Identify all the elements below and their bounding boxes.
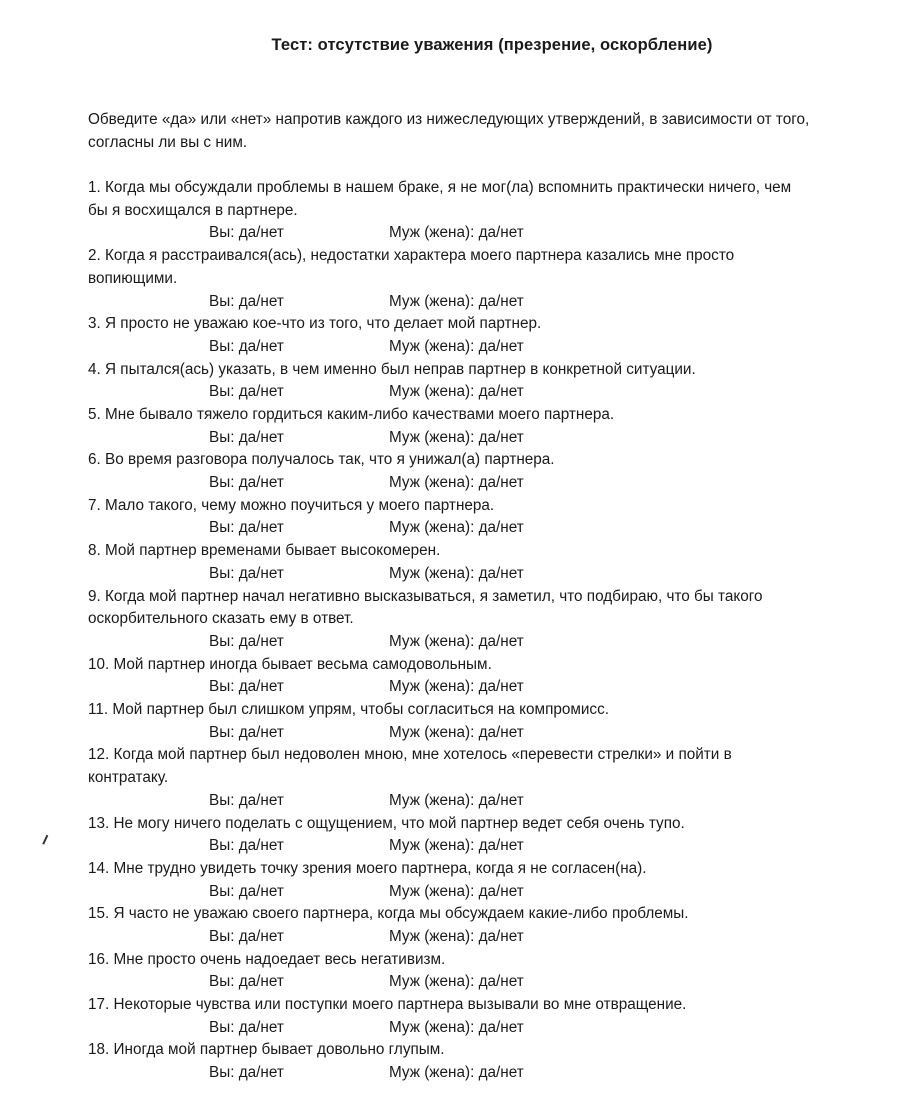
answer-spouse: Муж (жена): да/нет	[389, 1018, 524, 1036]
question-item	[88, 245, 840, 313]
answer-row	[88, 291, 840, 314]
answer-row	[88, 1017, 840, 1040]
question-item	[88, 858, 840, 903]
answer-spouse: Муж (жена): да/нет	[389, 791, 524, 809]
page-title: Тест: отсутствие уважения (презрение, оскорбление)	[271, 36, 713, 54]
question-item	[88, 949, 840, 994]
answer-you: Вы: да/нет	[209, 1064, 284, 1082]
question-item	[88, 813, 840, 858]
question-text: 8. Мой партнер временами бывает высокомерен.	[88, 542, 441, 560]
answer-row	[88, 971, 840, 994]
answer-spouse: Муж (жена): да/нет	[389, 292, 524, 310]
question-item	[88, 495, 840, 540]
question-text: 10. Мой партнер иногда бывает весьма самодовольным.	[88, 655, 492, 673]
answer-you: Вы: да/нет	[209, 882, 284, 900]
question-item	[88, 744, 840, 812]
question-item	[88, 699, 840, 744]
answer-row	[88, 472, 840, 495]
answer-spouse: Муж (жена): да/нет	[389, 224, 524, 242]
answer-spouse: Муж (жена): да/нет	[389, 474, 524, 492]
question-item	[88, 586, 840, 654]
answer-spouse: Муж (жена): да/нет	[389, 723, 524, 741]
answer-you: Вы: да/нет	[209, 632, 284, 650]
question-item	[88, 359, 840, 404]
answer-you: Вы: да/нет	[209, 519, 284, 537]
question-item	[88, 449, 840, 494]
question-text: 11. Мой партнер был слишком упрям, чтобы согласиться на компромисс.	[88, 701, 609, 719]
question-text: 5. Мне бывало тяжело гордиться каким-либо качествами моего партнера.	[88, 405, 615, 423]
answer-you: Вы: да/нет	[209, 723, 284, 741]
question-text: 6. Во время разговора получалось так, что я унижал(а) партнера.	[88, 451, 555, 469]
answer-spouse: Муж (жена): да/нет	[389, 337, 524, 355]
question-item	[88, 903, 840, 948]
answer-row	[88, 631, 840, 654]
answer-row	[88, 722, 840, 745]
answer-row	[88, 222, 840, 245]
answer-row	[88, 517, 840, 540]
answer-row	[88, 835, 840, 858]
question-list	[88, 177, 840, 1085]
question-text: 13. Не могу ничего поделать с ощущением, что мой партнер ведет себя очень тупо.	[88, 814, 685, 832]
question-item	[88, 177, 840, 245]
answer-you: Вы: да/нет	[209, 224, 284, 242]
answer-row	[88, 1062, 840, 1085]
question-text: 4. Я пытался(ась) указать, в чем именно был неправ партнер в конкретной ситуации.	[88, 360, 696, 378]
answer-row	[88, 881, 840, 904]
answer-you: Вы: да/нет	[209, 474, 284, 492]
question-text: 1. Когда мы обсуждали проблемы в нашем браке, я не мог(ла) вспомнить практически ничего, чем бы я восхищался в партнере.	[88, 179, 792, 219]
answer-row	[88, 381, 840, 404]
answer-you: Вы: да/нет	[209, 1018, 284, 1036]
answer-spouse: Муж (жена): да/нет	[389, 973, 524, 991]
question-text: 9. Когда мой партнер начал негативно высказываться, я заметил, что подбираю, что бы такого оскорбительного сказать ему в ответ.	[88, 587, 763, 628]
answer-spouse: Муж (жена): да/нет	[389, 383, 524, 401]
answer-you: Вы: да/нет	[209, 973, 284, 991]
answer-row	[88, 676, 840, 699]
question-item	[88, 313, 840, 358]
question-text: 18. Иногда мой партнер бывает довольно глупым.	[88, 1041, 445, 1059]
question-item	[88, 540, 840, 585]
answer-row	[88, 926, 840, 949]
answer-spouse: Муж (жена): да/нет	[389, 632, 524, 650]
answer-spouse: Муж (жена): да/нет	[389, 927, 524, 945]
answer-you: Вы: да/нет	[209, 428, 284, 446]
answer-you: Вы: да/нет	[209, 337, 284, 355]
answer-you: Вы: да/нет	[209, 564, 284, 582]
answer-spouse: Муж (жена): да/нет	[389, 428, 524, 446]
answer-you: Вы: да/нет	[209, 791, 284, 809]
question-text: 3. Я просто не уважаю кое-что из того, что делает мой партнер.	[88, 315, 542, 333]
answer-row	[88, 336, 840, 359]
answer-row	[88, 563, 840, 586]
stray-pen-mark	[42, 835, 53, 847]
question-text: 16. Мне просто очень надоедает весь негативизм.	[88, 950, 446, 968]
question-item	[88, 654, 840, 699]
answer-spouse: Муж (жена): да/нет	[389, 837, 524, 855]
instructions: Обведите «да» или «нет» напротив каждого из нижеследующих утверждений, в зависимости от того, согласны ли вы с ним.	[88, 111, 810, 151]
answer-row	[88, 427, 840, 450]
answer-spouse: Муж (жена): да/нет	[389, 678, 524, 696]
answer-spouse: Муж (жена): да/нет	[389, 564, 524, 582]
question-text: 7. Мало такого, чему можно поучиться у моего партнера.	[88, 496, 495, 514]
question-item	[88, 404, 840, 449]
answer-you: Вы: да/нет	[209, 292, 284, 310]
answer-you: Вы: да/нет	[209, 837, 284, 855]
answer-you: Вы: да/нет	[209, 678, 284, 696]
question-text: 2. Когда я расстраивался(ась), недостатки характера моего партнера казались мне просто вопиющими.	[88, 247, 735, 287]
question-item	[88, 994, 840, 1039]
answer-you: Вы: да/нет	[209, 383, 284, 401]
answer-spouse: Муж (жена): да/нет	[389, 882, 524, 900]
question-text: 15. Я часто не уважаю своего партнера, когда мы обсуждаем какие-либо проблемы.	[88, 905, 689, 923]
answer-row	[88, 790, 840, 813]
question-item	[88, 1039, 840, 1084]
answer-spouse: Муж (жена): да/нет	[389, 1064, 524, 1082]
answer-you: Вы: да/нет	[209, 927, 284, 945]
question-text: 14. Мне трудно увидеть точку зрения моего партнера, когда я не согласен(на).	[88, 859, 647, 877]
answer-spouse: Муж (жена): да/нет	[389, 519, 524, 537]
question-text: 17. Некоторые чувства или поступки моего партнера вызывали во мне отвращение.	[88, 996, 687, 1014]
question-text: 12. Когда мой партнер был недоволен мною, мне хотелось «перевести стрелки» и пойти в контратаку.	[88, 746, 732, 787]
